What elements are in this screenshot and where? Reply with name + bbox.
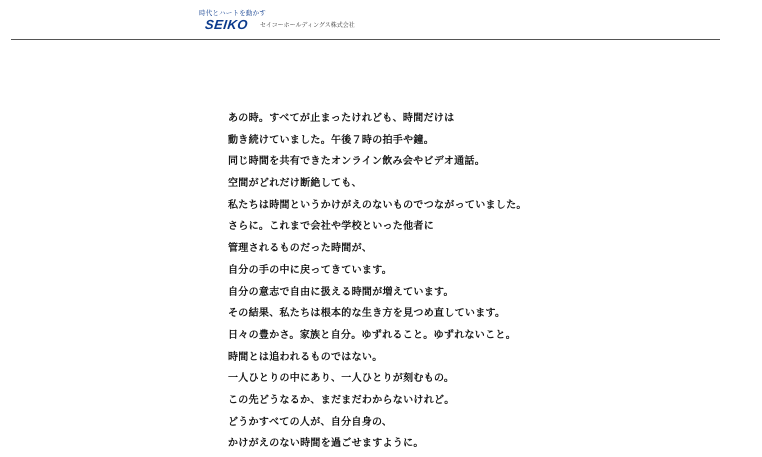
message-line: この先どうなるか、まだまだわからないけれど。 <box>228 394 455 406</box>
site-header <box>0 0 762 41</box>
message-line: 時間とは追われるものではない。 <box>228 351 383 363</box>
message-line: 日々の豊かさ。家族と自分。ゆずれること。ゆずれないこと。 <box>228 329 516 341</box>
seiko-logo: SEIKO <box>204 17 249 32</box>
message-line: 自分の手の中に戻ってきています。 <box>228 264 392 276</box>
message-line: あの時。すべてが止まったけれども、時間だけは <box>228 113 455 124</box>
seiko-logo-link[interactable] <box>199 9 359 37</box>
message-line: 同じ時間を共有できたオンライン飲み会やビデオ通話。 <box>228 156 485 168</box>
message-line: 自分の意志で自由に扱える時間が増えています。 <box>228 286 454 298</box>
message-line: 空間がどれだけ断絶しても、 <box>228 178 362 190</box>
header-divider <box>11 39 720 40</box>
company-name: セイコーホールディングス株式会社 <box>260 22 355 29</box>
brand-tagline: 時代とハートを動かす <box>199 9 266 17</box>
message-body <box>228 110 748 457</box>
message-line: かけがえのない時間を過ごせますように。 <box>228 438 424 450</box>
message-line: 管理されるものだった時間が、 <box>228 243 373 255</box>
message-line: 私たちは時間というかけがえのないものでつながっていました。 <box>228 199 527 211</box>
message-line: どうかすべての人が、自分自身の、 <box>228 416 393 428</box>
message-line: 一人ひとりの中にあり、一人ひとりが刻むもの。 <box>228 373 455 385</box>
message-line: 動き続けていました。午後７時の拍手や鐘。 <box>228 134 434 146</box>
message-line: さらに。これまで会社や学校といった他者に <box>228 221 434 233</box>
message-line: その結果、私たちは根本的な生き方を見つめ直しています。 <box>228 308 506 320</box>
